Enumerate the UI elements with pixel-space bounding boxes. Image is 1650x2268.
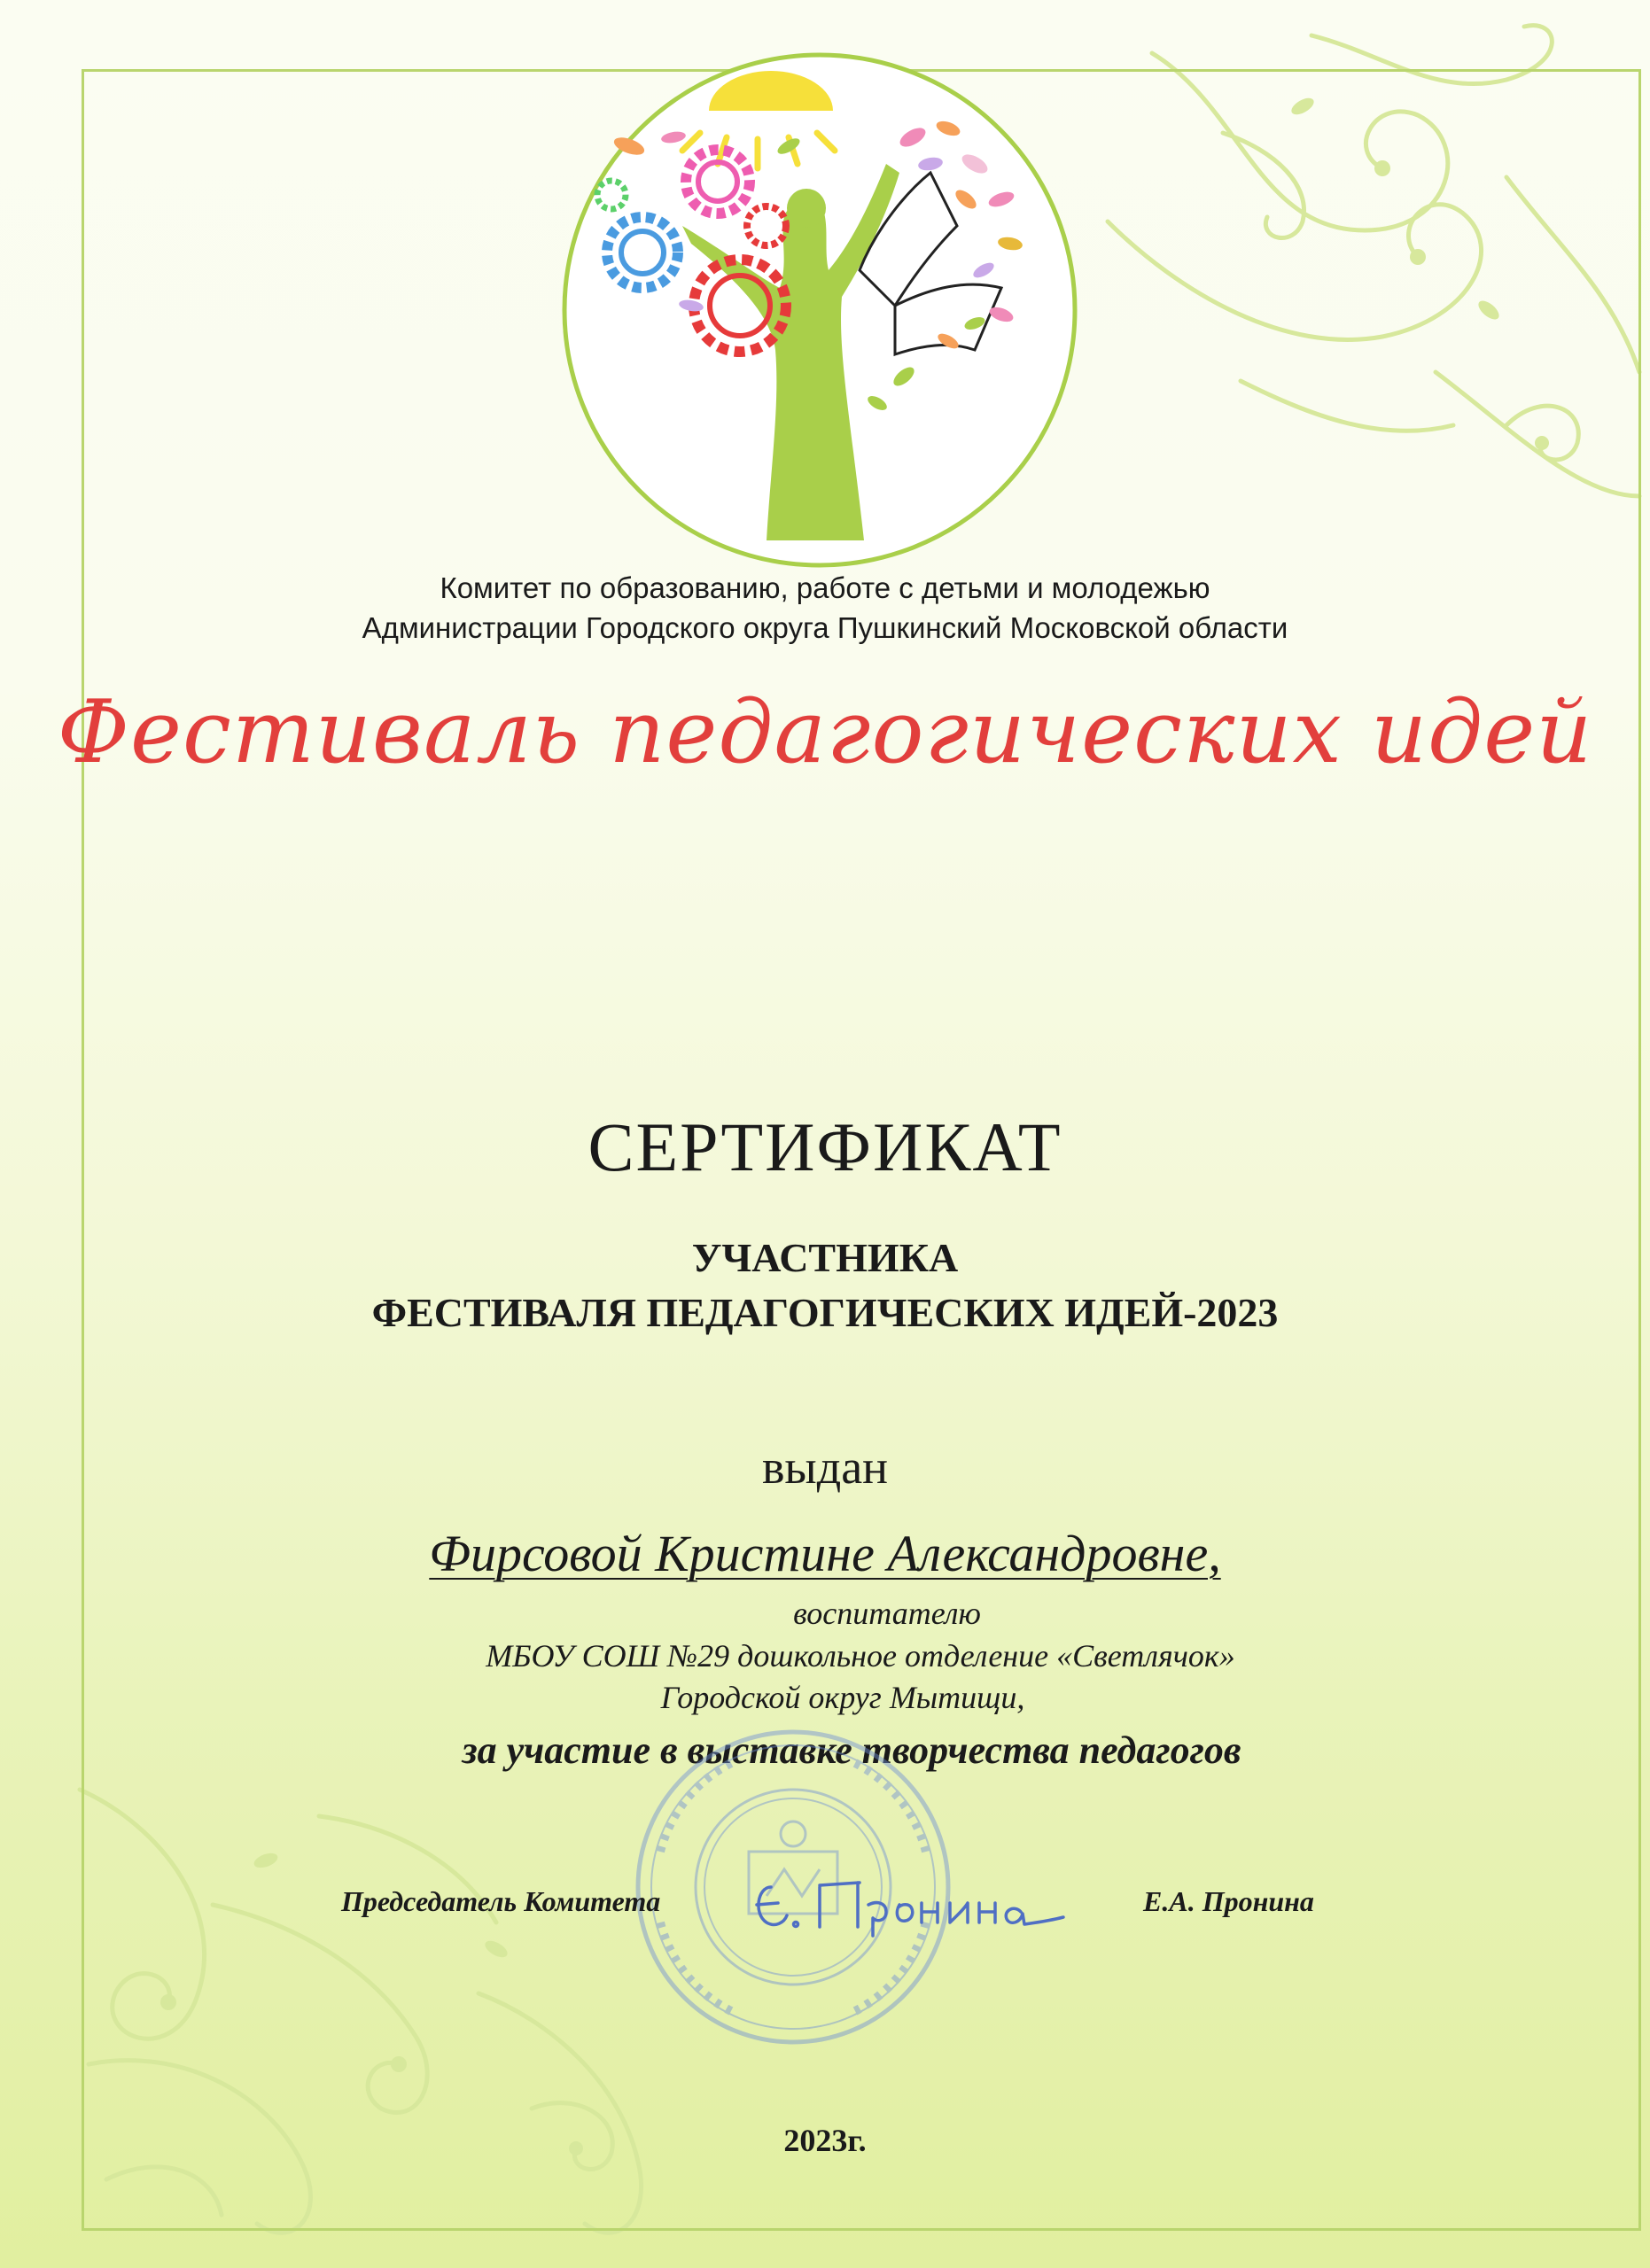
tree-gears-book-emblem-icon xyxy=(558,49,1081,571)
handwritten-signature-icon xyxy=(744,1860,1081,1949)
organization-line-2: Городской округ Мытищи, xyxy=(660,1680,1025,1715)
issued-label: выдан xyxy=(761,1441,889,1494)
organization-line-1: МБОУ СОШ №29 дошкольное отделение «Светлячок» xyxy=(486,1638,1235,1674)
recipient-name-text: Фирсовой Кристине Александровне, xyxy=(429,1525,1221,1582)
certificate-title: СЕРТИФИКАТ xyxy=(588,1108,1062,1185)
certificate-year: 2023г. xyxy=(783,2123,867,2158)
recipient-name xyxy=(0,1524,1650,1583)
recipient-position: воспитателю xyxy=(793,1596,981,1631)
certificate-subtitle-1: УЧАСТНИКА xyxy=(691,1235,959,1280)
signatory-name: Е.А. Пронина xyxy=(1143,1885,1314,1917)
award-reason: за участие в выставке творчества педагогов xyxy=(462,1728,1241,1772)
committee-line-2: Администрации Городского округа Пушкинский Московской области xyxy=(362,611,1288,644)
committee-line-1: Комитет по образованию, работе с детьми и молодежью xyxy=(440,571,1210,604)
signatory-role: Председатель Комитета xyxy=(341,1885,661,1917)
certificate-subtitle-2: ФЕСТИВАЛЯ ПЕДАГОГИЧЕСКИХ ИДЕЙ-2023 xyxy=(371,1290,1279,1335)
festival-title: Фестиваль педагогических идей xyxy=(57,682,1593,783)
